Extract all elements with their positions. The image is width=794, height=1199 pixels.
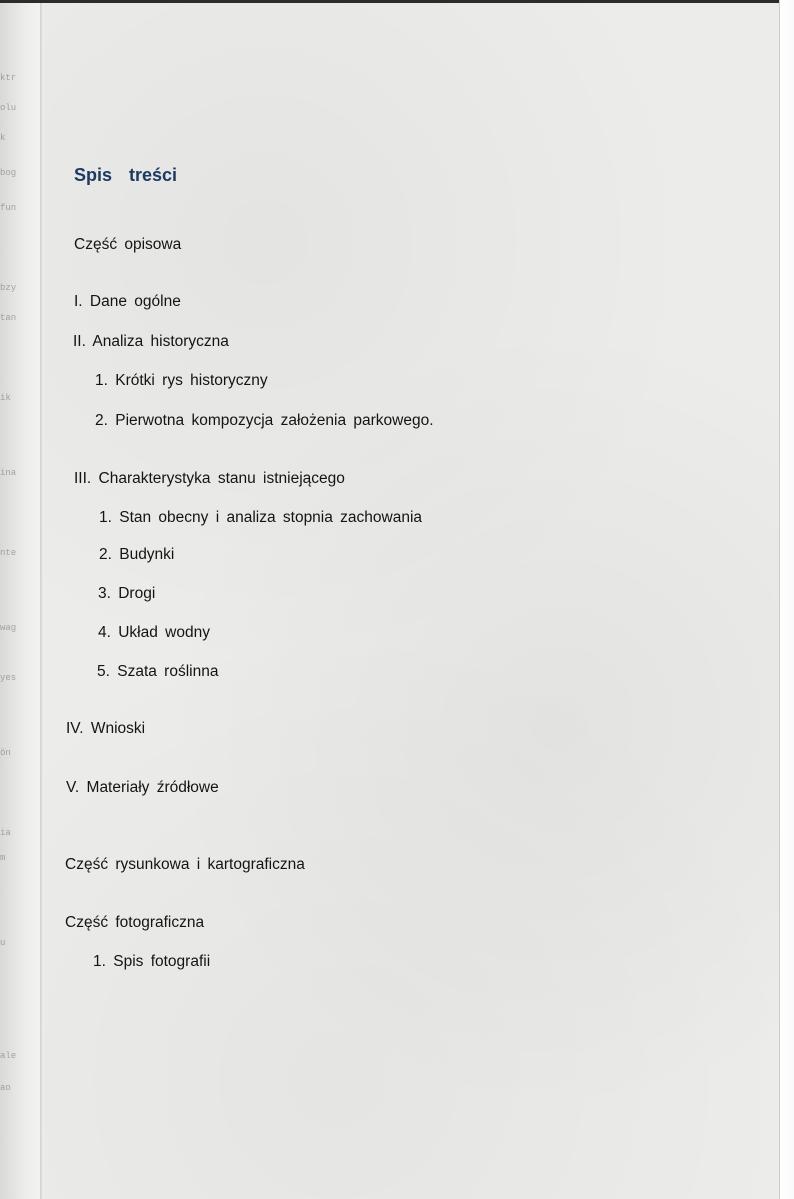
bleed-mark: m xyxy=(0,853,6,863)
toc-entry: II. Analiza historyczna xyxy=(73,333,229,350)
toc-subentry: 1. Spis fotografii xyxy=(93,953,211,970)
toc-section-heading: Część rysunkowa i kartograficzna xyxy=(65,856,305,873)
bleed-mark: fun xyxy=(0,203,17,213)
toc-subentry: 5. Szata roślinna xyxy=(97,663,219,680)
toc-section-heading: Część fotograficzna xyxy=(65,914,205,931)
bleed-mark: ia xyxy=(0,828,11,838)
toc-subentry: 1. Krótki rys historyczny xyxy=(95,372,268,389)
toc-subentry: 3. Drogi xyxy=(98,585,156,602)
bleed-mark: nte xyxy=(0,548,17,558)
bleed-mark: ina xyxy=(0,468,17,478)
bleed-mark: ale xyxy=(0,1051,17,1061)
bleed-mark: ön xyxy=(0,748,11,758)
bleed-mark: bog xyxy=(0,168,17,178)
toc-subentry: 4. Układ wodny xyxy=(98,624,210,641)
toc-entry: V. Materiały źródłowe xyxy=(66,779,219,796)
toc-entry: IV. Wnioski xyxy=(66,720,146,737)
bleed-mark: olu xyxy=(0,103,17,113)
underlying-page-strip xyxy=(0,3,44,1199)
bleed-mark: u xyxy=(0,938,6,948)
bleed-mark: ktr xyxy=(0,73,17,83)
toc-subentry: 1. Stan obecny i analiza stopnia zachowania xyxy=(99,509,423,526)
toc-entry: I. Dane ogólne xyxy=(74,293,181,310)
bleed-mark: yes xyxy=(0,673,17,683)
toc-subentry: 2. Pierwotna kompozycja założenia parkowego. xyxy=(95,412,434,429)
bleed-mark: ao xyxy=(0,1083,11,1093)
bleed-mark: bzy xyxy=(0,283,17,293)
bleed-mark: ik xyxy=(0,393,11,403)
toc-section-heading: Część opisowa xyxy=(74,236,182,253)
bleed-mark: tan xyxy=(0,313,17,323)
toc-entry: III. Charakterystyka stanu istniejącego xyxy=(74,470,345,487)
scan-right-edge xyxy=(779,0,794,1199)
toc-subentry: 2. Budynki xyxy=(99,546,175,563)
bleed-mark: wag xyxy=(0,623,17,633)
toc-title: Spis treści xyxy=(74,165,178,185)
bleed-mark: k xyxy=(0,133,6,143)
